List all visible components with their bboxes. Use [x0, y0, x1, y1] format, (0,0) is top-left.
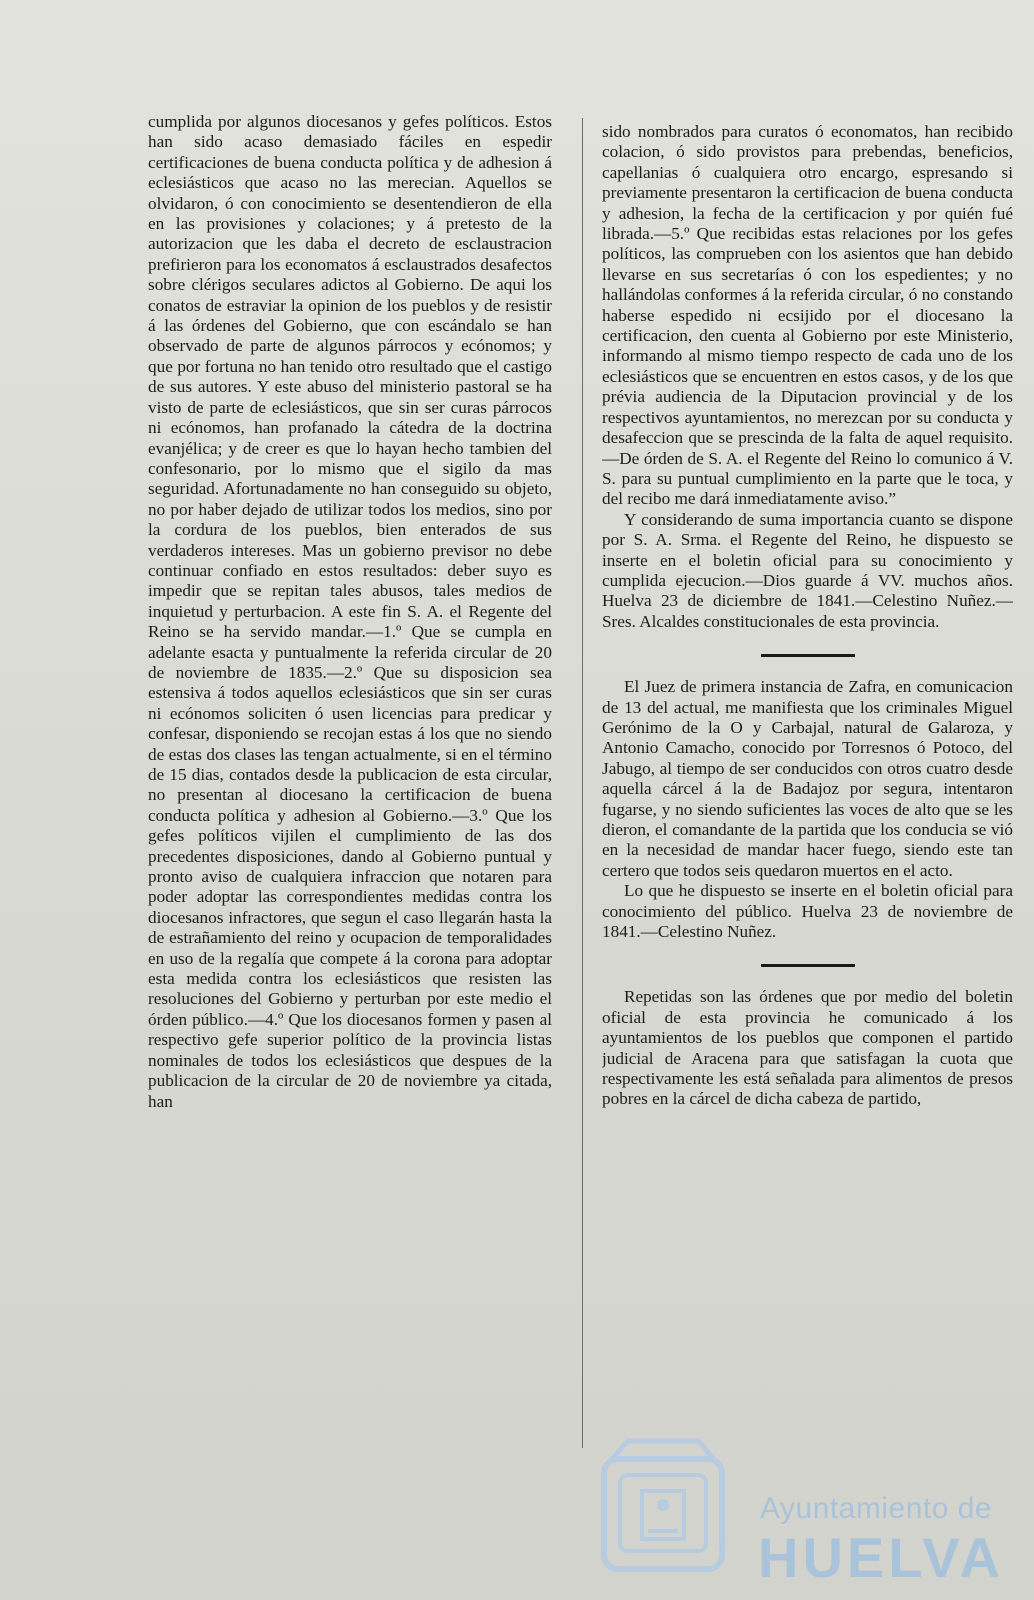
zafra-notice-closing: Lo que he dispuesto se inserte en el boletin oficial para conocimiento del público. Huelva 23 de noviembre de 1841.—Celestino Nuñez.	[602, 881, 1013, 942]
huelva-city-seal-icon	[598, 1435, 728, 1575]
column-divider	[582, 118, 583, 1448]
watermark-line-1: Ayuntamiento de	[760, 1492, 993, 1525]
aracena-notice: Repetidas son las órdenes que por medio del boletin oficial de esta provincia he comunicado á los ayuntamientos de los pueblos que componen el partido judicial de Aracena para que satisfagan la cuota que respectivamente les está señalada para alimentos de presos pobres en la cárcel de dicha cabeza de partido,	[602, 987, 1013, 1109]
section-rule	[761, 654, 855, 657]
article-continuation: sido nombrados para curatos ó economatos, han recibido colacion, ó sido provistos para prebendas, beneficios, capellanias ó cualquiera otro encargo, espresando si previamente presentaron la certificacion de buena conducta y adhesion, la fecha de la certificacion y por quién fué librada.—5.º Que recibidas estas relaciones por los gefes políticos, las comprueben con los asientos que han debido llevarse en sus secretarías ó con los espedientes; y no hallándolas conformes á la referida circular, ó no constando haberse espedido ni ecsijido por el diocesano la certificacion, den cuenta al Gobierno por este Ministerio, informando al mismo tiempo respecto de cada uno de los eclesiásticos que se encuentren en estos casos, y de los que prévia audiencia de la Diputacion provincial y de los respectivos ayuntamientos, no merezcan por su conducta y desafeccion que se prescinda de la falta de aquel requisito.—De órden de S. A. el Regente del Reino lo comunico á V. S. para su puntual cumplimiento en la parte que le toca, y del recibo me dará inmediatamente aviso.”	[602, 122, 1013, 509]
left-column	[148, 112, 552, 1442]
left-paragraph: cumplida por algunos diocesanos y gefes políticos. Estos han sido acaso demasiado fáciles en espedir certificaciones de buena conducta política y de adhesion á eclesiásticos que acaso no las merecian. Aquellos se olvidaron, ó con conocimiento se desentendieron de ella en las provisiones y colaciones; y á pretesto de la autorizacion que les daba el decreto de esclaustracion prefirieron para los economatos á esclaustrados desafectos sobre clérigos seculares adictos al Gobierno. De aqui los conatos de estraviar la opinion de los pueblos y de resistir á las órdenes del Gobierno, que con escándalo se han observado de parte de algunos párrocos y ecónomos; y que por fortuna no han tenido otro resultado que el castigo de sus autores. Y este abuso del ministerio pastoral se ha visto de parte de eclesiásticos, que sin ser curas párrocos ni ecónomos, han profanado la cátedra de la doctrina evanjélica; y de creer es que lo hayan hecho tambien del confesonario, por lo mismo que el sigilo da mas seguridad. Afortunadamente no han conseguido su objeto, no por haber dejado de utilizar todos los medios, sino por la cordura de los pueblos, bien enterados de sus verdaderos intereses. Mas un gobierno previsor no debe continuar confiado en estos resultados: deber suyo es impedir que se repitan tales abusos, tales medios de inquietud y perturbacion. A este fin S. A. el Regente del Reino se ha servido mandar.—1.º Que se cumpla en adelante esacta y puntualmente la referida circular de 20 de noviembre de 1835.—2.º Que su disposicion sea estensiva á todos aquellos eclesiásticos que sin ser curas ni ecónomos soliciten ó usen licencias para predicar y confesar, disponiendo se recojan estas á los que no siendo de estas dos clases las tengan actualmente, si en el término de 15 dias, contados desde la publicacion de esta circular, no presentan al diocesano la certificacion de buena conducta política y adhesion al Gobierno.—3.º Que los gefes políticos vijilen el cumplimiento de las dos precedentes disposiciones, dando al Gobierno puntual y pronto aviso de cualquiera infraccion que notaren para poder adoptar las correspondientes medidas contra los diocesanos infractores, que segun el caso llegarán hasta la de estrañamiento del reino y ocupacion de temporalidades en uso de la regalía que compete á la corona para adoptar esta medida contra los eclesiásticos que resisten las resoluciones del Gobierno y perturban por este medio el órden público.—4.º Que los diocesanos formen y pasen al respectivo gefe superior político de la provincia listas nominales de todos los eclesiásticos que despues de la publicacion de la circular de 20 de noviembre ya citada, han	[148, 112, 552, 1111]
right-column	[602, 122, 1013, 1452]
watermark-line-2: HUELVA	[758, 1526, 1004, 1589]
article-closing: Y considerando de suma importancia cuanto se dispone por S. A. Srma. el Regente del Reino, he dispuesto se inserte en el boletin oficial para su conocimiento y cumplida ejecucion.—Dios guarde á VV. muchos años. Huelva 23 de diciembre de 1841.—Celestino Nuñez.—Sres. Alcaldes constitucionales de esta provincia.	[602, 509, 1013, 631]
section-rule	[761, 964, 855, 967]
zafra-notice: El Juez de primera instancia de Zafra, en comunicacion de 13 del actual, me manifiesta que los criminales Miguel Gerónimo de la O y Carbajal, natural de Galaroza, y Antonio Camacho, conocido por Torresnos ó Potoco, del Jabugo, al tiempo de ser conducidos con otros cuatro desde aquella cárcel á la de Badajoz por segura, intentaron fugarse, y no siendo suficientes las voces de alto que se les dieron, el comandante de la partida que los conducia se vió en la necesidad de mandar hacer fuego, siendo este tan certero que todos seis quedaron muertos en el acto.	[602, 677, 1013, 880]
